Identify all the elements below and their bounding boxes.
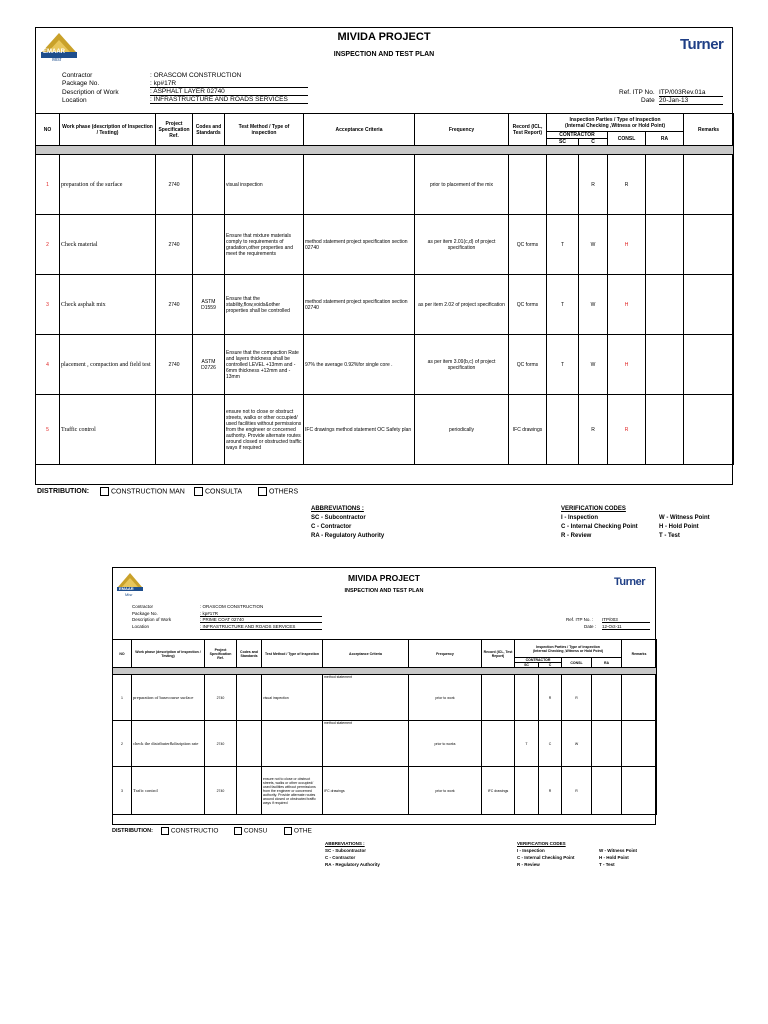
row-no: 3 [113,767,132,815]
row-sc: T [547,335,579,395]
row-codes [193,155,225,215]
checkbox[interactable] [161,827,169,835]
header-contractor: CONTRACTOR [547,132,608,139]
distribution-others[interactable] [284,827,312,835]
checkbox[interactable] [234,827,242,835]
header-test-method: Test Method / Type of inspection [225,114,304,146]
checkbox[interactable] [100,487,109,496]
header-no: NO [113,640,132,668]
plan-subtitle: INSPECTION AND TEST PLAN [333,51,435,58]
table-row [113,675,657,721]
header-ra: RA [592,658,622,668]
header-parties [515,640,622,658]
row-no: 2 [113,721,132,767]
row-c: W [579,215,608,275]
row-c: R [579,395,608,465]
header-record: Record (ICL, Test Report) [482,640,515,668]
row-accept: method statement [323,721,409,767]
row-spec: 2740 [156,335,193,395]
row-record: IFC drawings [509,395,547,465]
verif-item: I - Inspection [561,515,599,521]
row-remarks [684,335,734,395]
row-freq: prior to placement of the mix [415,155,509,215]
abbrev-item: C - Contractor [325,855,356,860]
date-label: Date : [584,624,597,629]
distribution-construction[interactable] [100,487,185,496]
emaar-logo-text: EMAAR [119,586,134,591]
row-no: 5 [36,395,60,465]
verif-item: C - Internal Checking Point [561,524,638,530]
row-c: R [579,155,608,215]
abbrev-item: C - Contractor [311,524,352,530]
row-spec: 2740 [156,215,193,275]
row-c: R [539,675,562,721]
row-ra [592,767,622,815]
row-c: W [579,335,608,395]
package-value: : kp#17R [150,80,308,88]
distribution-label: DISTRIBUTION: [37,488,90,495]
row-c: R [539,767,562,815]
header-sc: SC [515,663,539,668]
package-label: Package No. [132,611,158,616]
contractor-value: : ORASCOM CONSTRUCTION [200,604,264,609]
header-c: C [539,663,562,668]
contractor-label: Contractor [132,604,154,609]
contractor-value: : ORASCOM CONSTRUCTION [150,72,242,79]
row-c: C [539,721,562,767]
emaar-logo-sub: Misr [125,592,133,597]
abbrev-item: SC - Subcontractor [325,848,367,853]
emaar-logo-text: EMAAR [43,49,65,55]
row-freq: prior to work [409,767,482,815]
row-test [262,721,323,767]
row-freq: as per item 2.02 of project specification [415,275,509,335]
contractor-label: Contractor [62,72,93,79]
table-row [36,215,734,275]
verif-item: H - Hold Point [599,855,629,860]
header-parties-title: Inspection Parties / Type of inspection [536,644,600,649]
header-parties-title: Inspection Parties / Type of inspection [569,116,661,123]
table-row [113,767,657,815]
row-ra [646,335,684,395]
turner-logo: Turner [680,36,724,53]
row-consl: R [608,155,646,215]
row-work: Check material [60,215,156,275]
row-consl: H [608,275,646,335]
row-accept: IFC drawings method statement OC Safety plan [304,395,415,465]
row-spec: 2740 [205,675,237,721]
row-work: check the distributer&disription rate [132,721,205,767]
row-remarks [622,721,657,767]
distribution-item-label: OTHE [293,827,312,835]
row-consl: H [608,215,646,275]
header-sc: SC [547,139,579,146]
row-test: Ensure that the stability,flow,voids&other properties shall be controlled [225,275,304,335]
row-ra [646,155,684,215]
row-accept: method statement project specification section 02740 [304,275,415,335]
row-c: W [579,275,608,335]
row-freq: as per item 2.01(c,d) of project specification [415,215,509,275]
row-test: ensure not to close or obstruct streets, walks or other occupied/ used facilities without permissions from the engineer or concerned authority. Provide alternate routes around closed or obstructed traffic ways if required [225,395,304,465]
row-accept: 97% the average 0.92%for single core . [304,335,415,395]
table-row [36,155,734,215]
row-spec: 2740 [156,155,193,215]
plan-subtitle: INSPECTION AND TEST PLAN [344,588,424,594]
row-no: 1 [113,675,132,721]
row-codes: ASTM D2726 [193,335,225,395]
row-ra [646,395,684,465]
distribution-others[interactable] [258,487,298,496]
header-consl: CONSL [562,658,592,668]
row-record [482,675,515,721]
abbrev-item: SC - Subcontractor [311,515,366,521]
header-parties-sub: (Internal Checking ,Witness or Hold Point) [565,122,665,129]
location-value: : INFRASTRUCTURE AND ROADS SERVICES [200,624,322,630]
project-title: MIVIDA PROJECT [348,573,420,583]
row-codes [237,767,262,815]
row-work: placement , compaction and field test [60,335,156,395]
header-codes: Codes and Standards [193,114,225,146]
row-ra [592,675,622,721]
table-row [36,335,734,395]
header-parties [547,114,684,132]
distribution-item-label: CONSU [243,827,268,835]
date-label: Date [641,97,655,104]
package-label: Package No. [62,80,100,87]
checkbox[interactable] [194,487,203,496]
row-consl: W [562,721,592,767]
row-spec [156,395,193,465]
header-work-phase: Work phase (description of inspection / Testing) [132,640,205,668]
row-remarks [684,155,734,215]
header-consl: CONSL [608,132,646,146]
verif-item: R - Review [561,533,592,539]
row-codes [237,675,262,721]
description-value: : PRIME COAT 02740 [200,617,322,623]
header-no: NO [36,114,60,146]
verif-item: R - Review [517,862,540,867]
itp-table-top [35,113,734,465]
distribution-item-label: CONSTRUCTION MAN [110,488,185,496]
row-sc [515,767,539,815]
distribution-label: DISTRIBUTION: [112,828,153,834]
distribution-construction[interactable] [161,827,218,835]
row-work: preparation of basecourse surface [132,675,205,721]
location-value: : INFRASTRUCTURE AND ROADS SERVICES [150,96,308,104]
ref-value: ITP/003Rev.01a [659,89,723,97]
row-consl: R [562,675,592,721]
row-consl: R [608,395,646,465]
itp-table-bottom [112,639,657,815]
table-row [113,721,657,767]
ref-label: Ref. ITP No. [619,89,655,96]
location-label: Location [62,97,87,104]
header-separator [113,668,657,675]
row-sc: T [547,275,579,335]
header-record: Record (ICL, Test Report) [509,114,547,146]
row-freq: as per item 3.09(b,c) of project specification [415,335,509,395]
row-no: 3 [36,275,60,335]
row-sc [515,675,539,721]
header-contractor: CONTRACTOR [515,658,562,663]
header-parties-sub: (Internal Checking ,Witness or Hold Point) [533,648,604,653]
header-spec: Project Specification Ref. [205,640,237,668]
row-ra [646,275,684,335]
date-value: 12-Oct-11 [602,624,650,630]
header-c: C [579,139,608,146]
row-accept: method statement [323,675,409,721]
description-label: Description of Work [62,89,119,96]
row-work: Check asphalt mix [60,275,156,335]
row-test: ensure not to close or obstruct streets, walks or other occupied/ used facilities without permissions from the engineer or concerned authority. Provide alternate routes around closed or obstructed traffic ways if required [262,767,323,815]
row-test: Ensure that mixture materials comply to requirements of gradation,other properties and meet the requirements [225,215,304,275]
header-frequency: Frequency [415,114,509,146]
row-record: QC forms [509,275,547,335]
project-title: MIVIDA PROJECT [337,31,431,43]
header-separator [36,146,734,155]
row-remarks [684,215,734,275]
row-remarks [684,275,734,335]
verif-item: W - Witness Point [659,515,710,521]
header-spec: Project Specification Ref. [156,114,193,146]
row-sc: T [547,215,579,275]
row-test: Ensure that the compaction Rate and layers thickness shall be controlled LEVEL +13mm and - 6mm thickness +12mm and - 13mm [225,335,304,395]
row-codes: ASTM D1559 [193,275,225,335]
row-ra [592,721,622,767]
header-frequency: Frequency [409,640,482,668]
row-remarks [622,767,657,815]
distribution-item-label: OTHERS [268,488,299,496]
row-remarks [684,395,734,465]
header-remarks: Remarks [622,640,657,668]
verif-item: W - Witness Point [599,848,637,853]
verif-item: I - Inspection [517,848,545,853]
row-work: Trafic control [132,767,205,815]
ref-value: ITP/003 [602,617,650,623]
row-test: visual inspection [225,155,304,215]
row-sc [547,155,579,215]
header-acceptance: Acceptance Criteria [304,114,415,146]
row-no: 4 [36,335,60,395]
row-record: QC forms [509,215,547,275]
row-record [482,721,515,767]
verif-item: T - Test [599,862,615,867]
row-work: preparation of the surface [60,155,156,215]
abbrev-item: RA - Regulatory Authority [311,533,385,539]
date-value: 20-Jan-13 [659,97,723,105]
header-acceptance: Acceptance Criteria [323,640,409,668]
distribution-item-label: CONSTRUCTIO [170,827,219,835]
verif-item: T - Test [659,533,680,539]
row-record: IFC drawings [482,767,515,815]
table-row [36,395,734,465]
header-codes: Codes and Standards [237,640,262,668]
emaar-logo-sub: Misr [52,57,62,63]
row-record: QC forms [509,335,547,395]
table-row [36,275,734,335]
row-record [509,155,547,215]
row-no: 1 [36,155,60,215]
row-work: Traffic control [60,395,156,465]
row-ra [646,215,684,275]
header-test-method: Test Method / Type of Inspection [262,640,323,668]
row-accept [304,155,415,215]
row-test: visual inspection [262,675,323,721]
row-spec: 2740 [205,767,237,815]
location-label: Location [132,624,150,629]
verification-title: VERIFICATION CODES [517,841,566,846]
checkbox[interactable] [284,827,292,835]
header-ra: RA [646,132,684,146]
row-spec: 2740 [156,275,193,335]
row-codes [193,395,225,465]
ref-label: Ref. ITP No. : [566,617,594,622]
description-value: : ASPHALT LAYER 02740 [150,88,308,96]
turner-logo: Turner [614,576,646,588]
description-label: Description of Work [132,617,172,622]
row-consl: R [562,767,592,815]
abbreviations-title: ABBREVIATIONS : [325,841,365,846]
package-value: : kp#17R [200,611,322,617]
row-consl: H [608,335,646,395]
row-freq: prior to work [409,675,482,721]
header-work-phase: Work phase (description of Inspection / Testing) [60,114,156,146]
verif-item: C - Internal Checking Point [517,855,575,860]
distribution-consultant[interactable] [194,487,242,496]
row-codes [237,721,262,767]
abbrev-item: RA - Regulatory Authority [325,862,380,867]
row-sc: T [515,721,539,767]
abbreviations-title: ABBREVIATIONS : [311,506,364,512]
distribution-item-label: CONSULTA [204,488,243,496]
verification-title: VERIFICATION CODES [561,506,626,512]
distribution-consultant[interactable] [234,827,267,835]
row-spec: 2740 [205,721,237,767]
verif-item: H - Hold Point [659,524,699,530]
row-no: 2 [36,215,60,275]
row-codes [193,215,225,275]
row-accept: method statement project specification section 02740 [304,215,415,275]
row-accept: IFC drawings [323,767,409,815]
row-freq: periodically [415,395,509,465]
checkbox[interactable] [258,487,267,496]
header-remarks: Remarks [684,114,734,146]
row-freq: prior to works [409,721,482,767]
row-sc [547,395,579,465]
row-remarks [622,675,657,721]
